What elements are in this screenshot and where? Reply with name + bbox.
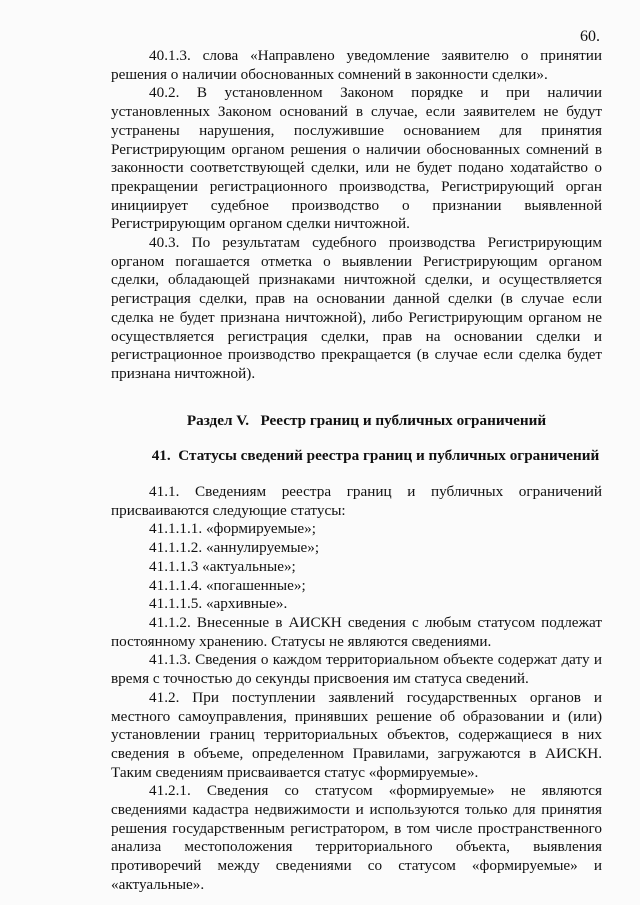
paragraph-40-1-3 bbox=[111, 47, 602, 84]
paragraph-text: Внесенные в АИСКН сведения с любым статусом подлежат постоянному хранению. Статусы не являются сведениями. bbox=[111, 613, 602, 650]
clause-number: 41.2.1. bbox=[149, 782, 191, 800]
paragraph-text: Сведения со статусом «формируемые» не являются сведениями кадастра недвижимости и используются только для принятия решения государственным регистратором, в том числе пространственного анализа местоположения территориального объекта, выявления противоречий между сведениями со статусом «формируемые» и «актуальные». bbox=[111, 782, 602, 893]
paragraph-41-1 bbox=[111, 483, 602, 520]
status-list-item: 41.1.1.5. «архивные». bbox=[149, 595, 288, 613]
paragraph-40-3 bbox=[111, 234, 602, 384]
section-heading: Раздел V. Реестр границ и публичных ограничений bbox=[186, 411, 547, 429]
clause-number: 41.1.2. bbox=[149, 613, 191, 631]
clause-number: 41.1.3. bbox=[149, 651, 191, 669]
status-list bbox=[111, 520, 602, 614]
clause-number: 40.3. bbox=[149, 234, 180, 252]
paragraph-41-1-2 bbox=[111, 614, 602, 651]
document-body bbox=[111, 47, 602, 895]
paragraph-41-2 bbox=[111, 689, 602, 783]
paragraph-text: Сведения о каждом территориальном объекте содержат дату и время с точностью до секунды присвоения им статуса сведений. bbox=[111, 651, 602, 688]
paragraph-41-2-1 bbox=[111, 782, 602, 894]
paragraph-text: По результатам судебного производства Регистрирующим органом погашается отметка о выявлении Регистрирующим органом сделки, обладающей признаками ничтожной сделки, и осуществляется регистрация сделки, прав на основании данной сделки (в случае если сделка не будет признана ничтожной), либо Регистрирующим органом не осуществляется регистрация сделки, прав на основании сделки и регистрационное производство прекращается (в случае если сделка будет признана ничтожной). bbox=[111, 234, 602, 382]
status-list-item: 41.1.1.4. «погашенные»; bbox=[149, 576, 306, 594]
status-list-item: 41.1.1.2. «аннулируемые»; bbox=[149, 539, 320, 557]
status-list-item: 41.1.1.1. «формируемые»; bbox=[149, 520, 316, 538]
clause-number: 40.1.3. bbox=[149, 47, 191, 64]
paragraph-40-2 bbox=[111, 84, 602, 234]
page-number: 60. bbox=[580, 28, 600, 45]
paragraph-41-1-3 bbox=[111, 651, 602, 688]
clause-number: 41.1. bbox=[149, 483, 180, 501]
paragraph-text: Сведениям реестра границ и публичных ограничений присваиваются следующие статусы: bbox=[111, 483, 602, 519]
paragraph-text: При поступлении заявлений государственных органов и местного самоуправления, принявших решение об образовании и (или) установлении границ территориальных объектов, содержащиеся в них сведения в объеме, определенном Правилами, загружаются в АИСКН. Таким сведениям присваивается статус «формируемые». bbox=[111, 688, 602, 781]
clause-heading: 41. Статусы сведений реестра границ и публичных ограничений bbox=[151, 447, 600, 465]
clause-number: 40.2. bbox=[149, 84, 180, 102]
clause-number: 41.2. bbox=[149, 688, 180, 706]
paragraph-text: В установленном Законом порядке и при наличии установленных Законом оснований в случае, если заявителем не будут устранены нарушения, послужившие основанием для принятия Регистрирующим органом решения о наличии обоснованных сомнений в законности соответствующей сделки, или не будет подано ходатайство о прекращении регистрационного производства, Регистрирующий орган инициирует судебное производство о признании выявленной Регистрирующим органом сделки ничтожной. bbox=[111, 84, 602, 233]
status-list-item: 41.1.1.3 «актуальные»; bbox=[149, 557, 296, 575]
paragraph-text: слова «Направлено уведомление заявителю о принятии решения о наличии обоснованных сомнений в законности сделки». bbox=[111, 47, 602, 83]
